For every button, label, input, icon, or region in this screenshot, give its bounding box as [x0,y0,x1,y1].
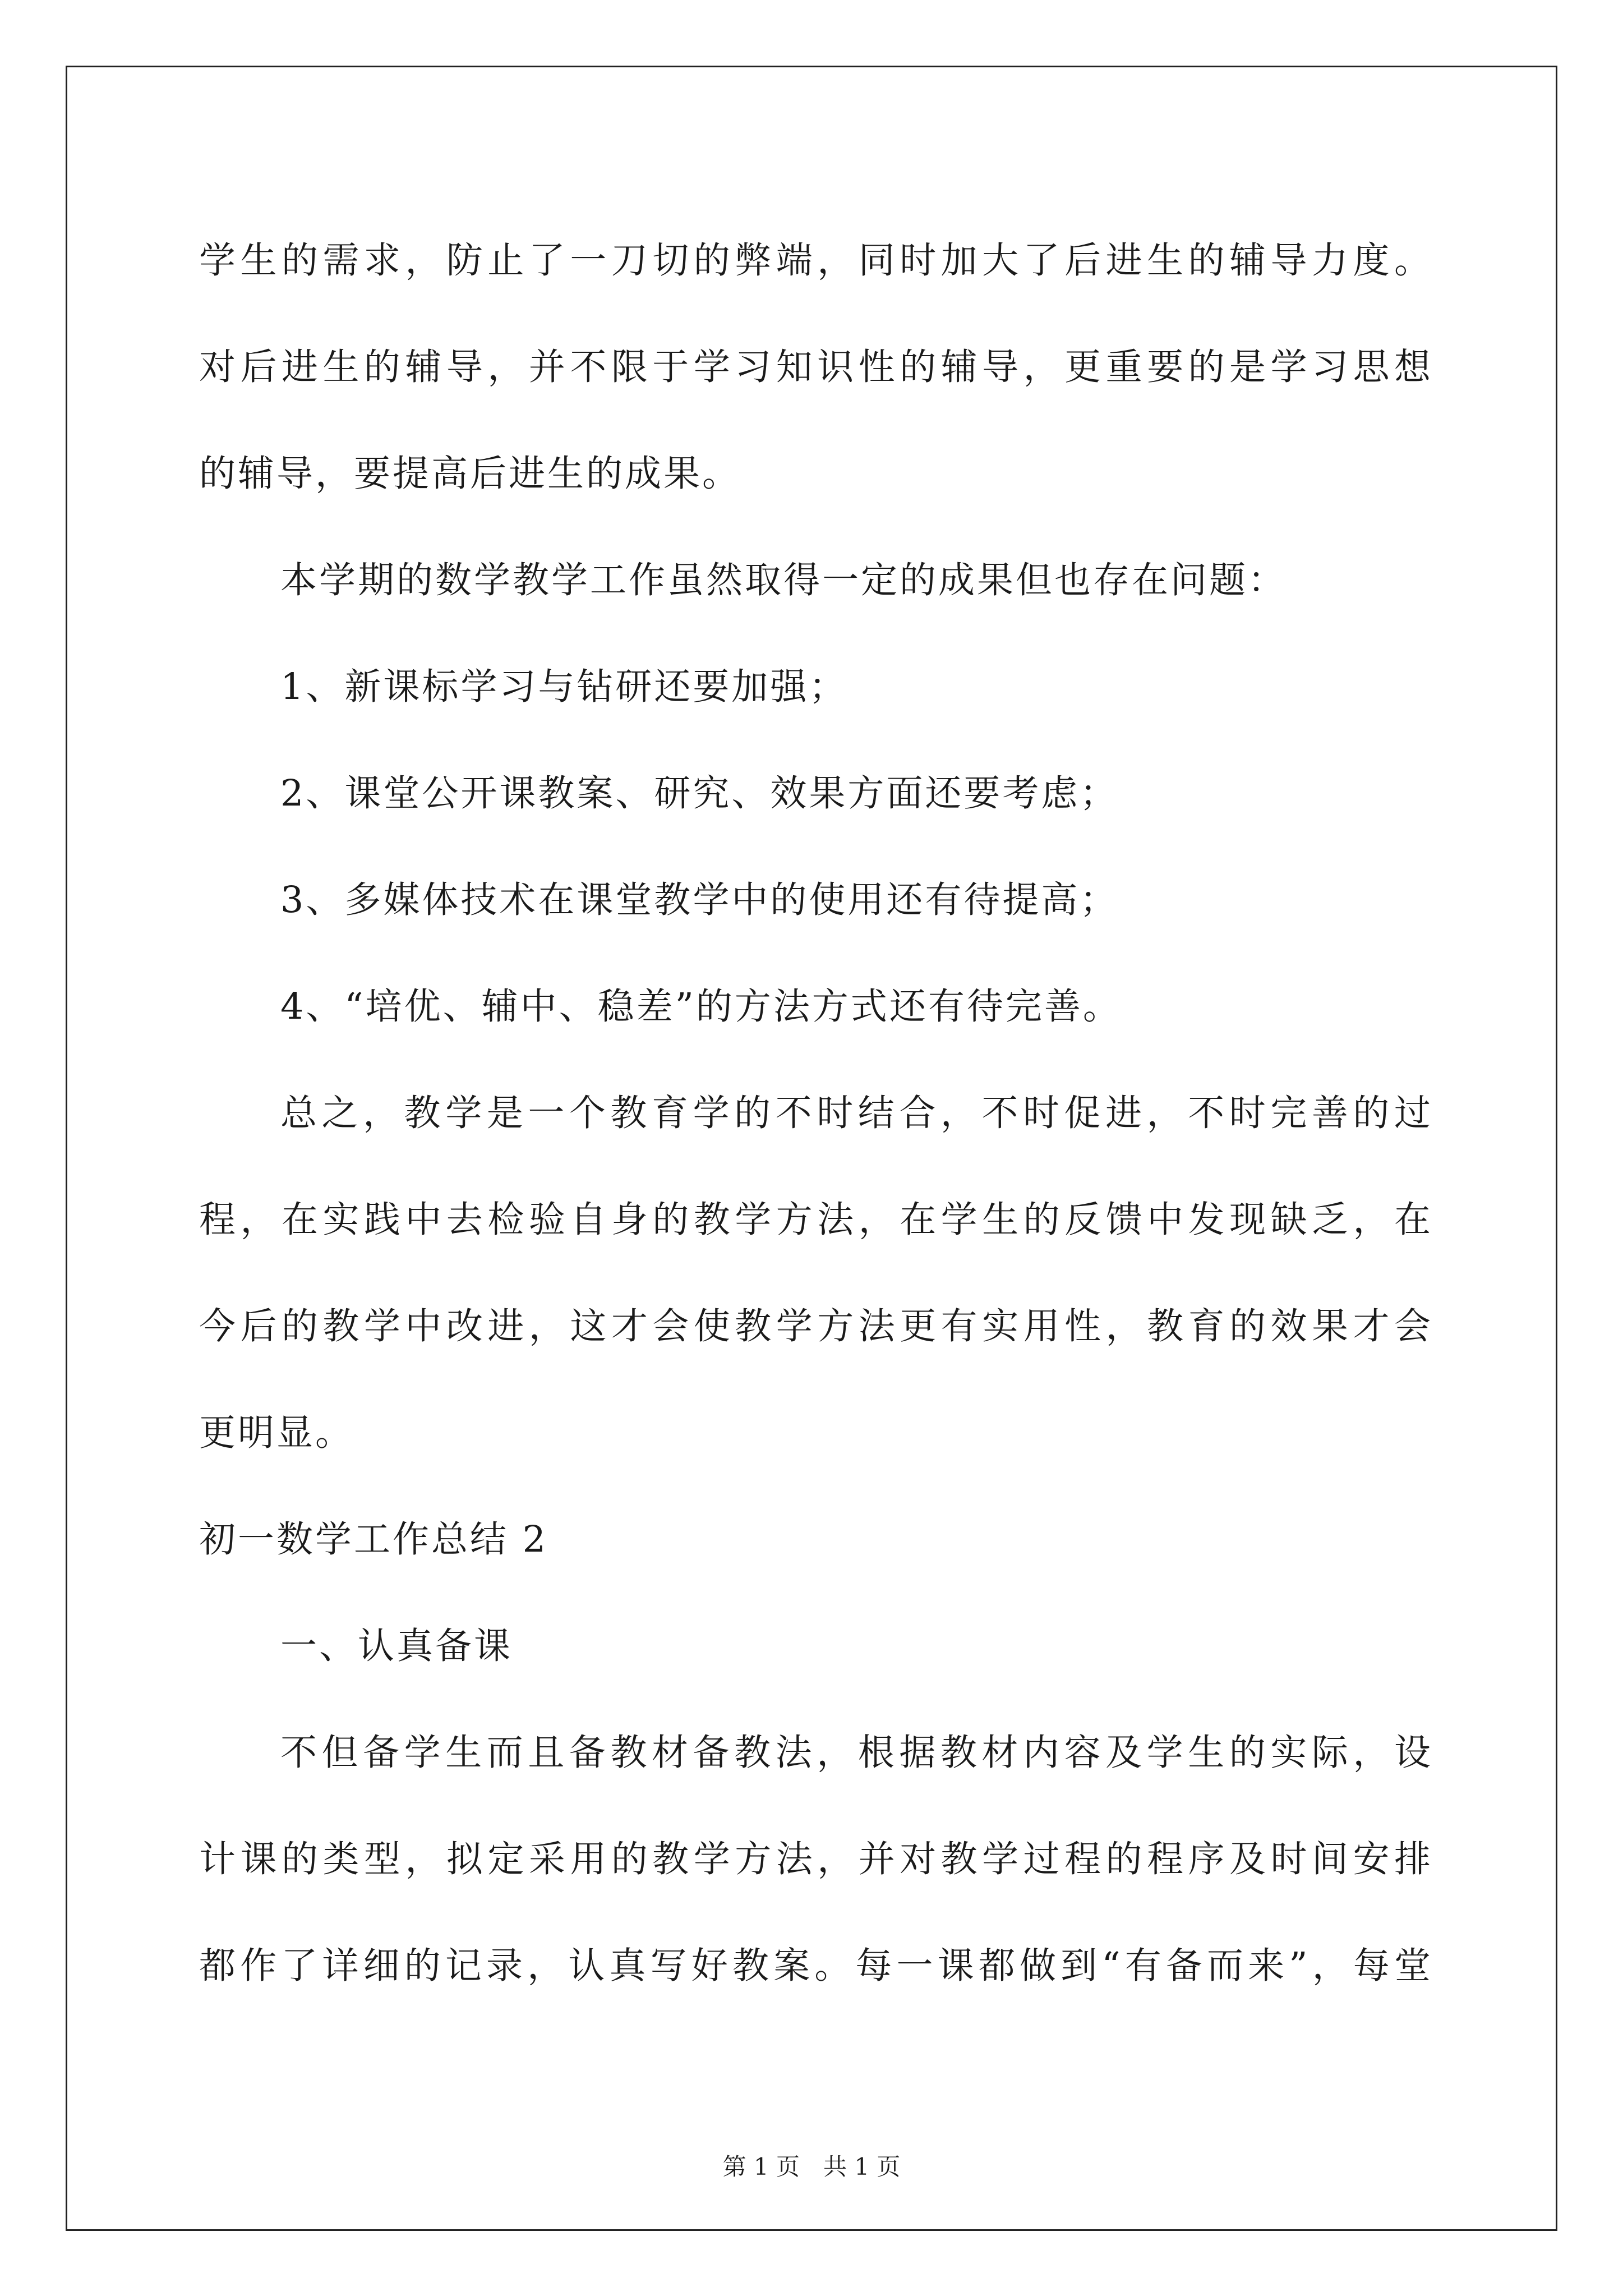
conclusion-line: 总之，教学是一个教育学的不时结合，不时促进，不时完善的过 [280,1092,1433,1134]
problem-item: 4、“培优、辅中、稳差”的方法方式还有待完善。 [280,986,1122,1028]
section-title: 初一数学工作总结 2 [199,1519,548,1561]
paragraph-line: 对后进生的辅导，并不限于学习知识性的辅导，更重要的是学习思想 [199,346,1433,388]
problem-item: 1、新课标学习与钻研还要加强； [280,666,848,708]
paragraph-line: 学生的需求，防止了一刀切的弊端，同时加大了后进生的辅导力度。 [199,240,1433,282]
problem-item: 3、多媒体技术在课堂教学中的使用还有待提高； [280,879,1119,921]
conclusion-line: 今后的教学中改进，这才会使教学方法更有实用性，教育的效果才会 [199,1305,1433,1347]
paragraph-line: 的辅导，要提高后进生的成果。 [199,453,741,495]
prep-paragraph-line: 都作了详细的记录，认真写好教案。每一课都做到“有备而来”，每堂 [199,1945,1433,1987]
problem-item: 2、课堂公开课教案、研究、效果方面还要考虑； [280,772,1119,815]
subsection-title: 一、认真备课 [280,1625,513,1667]
paragraph-problems-intro: 本学期的数学教学工作虽然取得一定的成果但也存在问题： [280,559,1287,601]
prep-paragraph-line: 计课的类型，拟定采用的教学方法，并对教学过程的程序及时间安排 [199,1838,1433,1880]
conclusion-line: 更明显。 [199,1412,354,1454]
prep-paragraph-line: 不但备学生而且备教材备教法，根据教材内容及学生的实际，设 [280,1732,1433,1774]
document-body [199,208,1433,2019]
conclusion-line: 程，在实践中去检验自身的教学方法，在学生的反馈中发现缺乏，在 [199,1199,1433,1241]
page-footer: 第 1 页 共 1 页 [722,2153,901,2180]
